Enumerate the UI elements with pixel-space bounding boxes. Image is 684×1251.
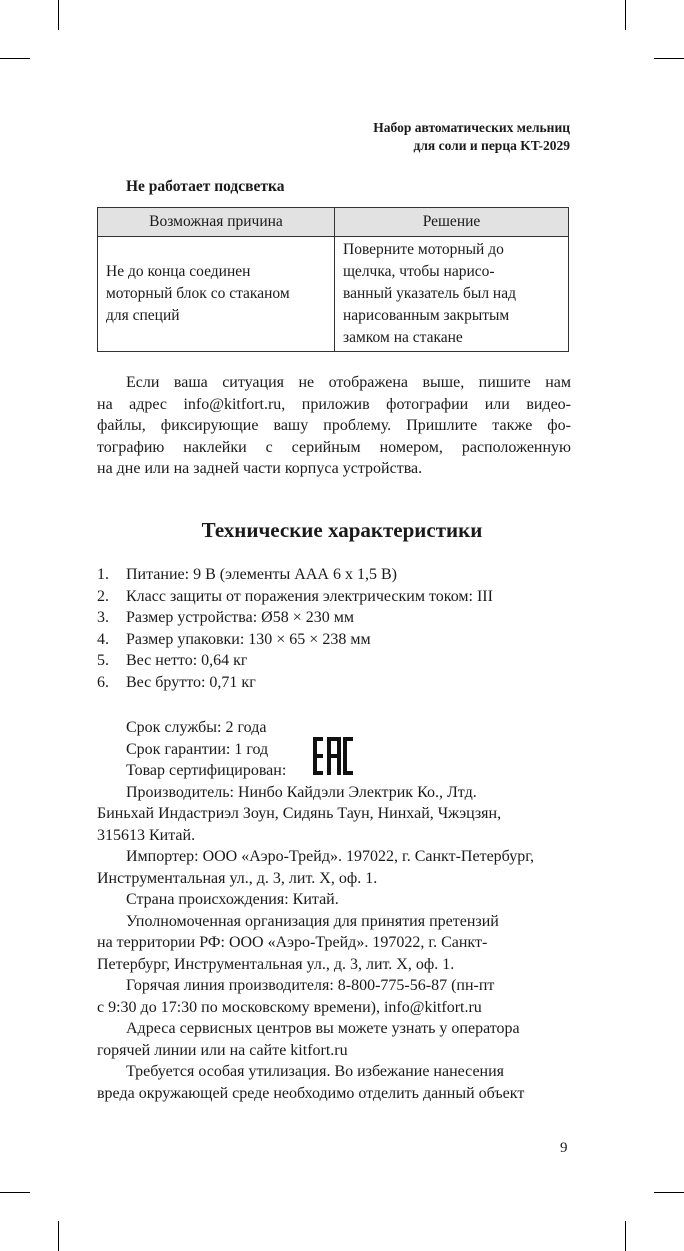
table-header-row <box>98 208 569 237</box>
list-item <box>97 564 493 586</box>
importer-line: Импортер: ООО «Аэро-Трейд». 197022, г. Санкт-Петербург, <box>126 848 534 865</box>
solution-line: нарисованным закрытым <box>343 307 510 324</box>
paragraph-line: на адрес info@kitfort.ru, приложив фотографии или видео- <box>97 395 571 413</box>
crop-mark-bottom-right-h <box>654 1192 684 1193</box>
spec-text: Размер упаковки: 130 × 65 × 238 мм <box>126 630 371 648</box>
paragraph-line: тографию наклейки с серийным номером, расположенную <box>97 438 571 456</box>
spec-text: Вес нетто: 0,64 кг <box>126 652 248 669</box>
paragraph-line: файлы, фиксирующие вашу проблему. Пришлите также фо- <box>97 417 571 434</box>
manufacturer-line: Производитель: Нинбо Кайдэли Электрик Ко., Лтд. <box>126 783 477 801</box>
spec-number: 2. <box>97 587 109 605</box>
contact-paragraph <box>97 372 571 480</box>
cause-line: для специй <box>106 307 180 324</box>
spec-number: 3. <box>97 609 109 626</box>
spec-text: Класс защиты от поражения электрическим током: III <box>126 587 493 605</box>
certified-label: Товар сертифицирован: <box>126 762 287 779</box>
authorized-org-line: Уполномоченная организация для принятия претензий <box>126 912 499 930</box>
service-life: Срок службы: 2 года <box>126 719 267 736</box>
spec-number: 4. <box>97 630 109 648</box>
crop-mark-bottom-right-v <box>625 1221 626 1251</box>
manufacturer-line: 315613 Китай. <box>97 826 196 844</box>
solution-line: замком на стакане <box>343 329 463 346</box>
header-line-2: для соли и перца KT-2029 <box>413 138 570 153</box>
list-item <box>97 672 493 694</box>
table-cell-solution <box>335 237 569 352</box>
table-header-cause: Возможная причина <box>98 208 335 237</box>
tech-specs-title: Технические характеристики <box>201 518 483 542</box>
spec-number: 6. <box>97 673 109 691</box>
manufacturer-line: Биньхай Индастриэл Зоун, Сидянь Таун, Нинхай, Чжэцзян, <box>97 805 502 822</box>
country-of-origin: Страна происхождения: Китай. <box>126 891 339 908</box>
authorized-org-line: Петербург, Инструментальная ул., д. 3, лит. Х, оф. 1. <box>97 955 455 973</box>
table-cell-cause <box>98 237 335 352</box>
running-header <box>373 119 570 155</box>
disposal-line: вреда окружающей среде необходимо отделить данный объект <box>97 1084 525 1102</box>
crop-mark-top-left-h <box>0 58 30 59</box>
spec-number: 5. <box>97 652 109 669</box>
spec-text: Вес брутто: 0,71 кг <box>126 673 256 691</box>
list-item <box>97 586 493 608</box>
header-line-1: Набор автоматических мельниц <box>373 120 570 135</box>
spec-number: 1. <box>97 566 109 583</box>
solution-line: щелчка, чтобы нарисо- <box>343 263 495 280</box>
spec-text: Питание: 9 В (элементы ААА 6 х 1,5 В) <box>126 566 397 583</box>
service-centers-line: горячей линии или на сайте kitfort.ru <box>97 1041 348 1059</box>
importer-line: Инструментальная ул., д. 3, лит. Х, оф. 1. <box>97 869 378 887</box>
troubleshooting-table <box>97 207 569 352</box>
crop-mark-top-right-h <box>654 58 684 59</box>
table-header-solution: Решение <box>335 208 569 237</box>
crop-mark-top-right-v <box>625 0 626 30</box>
solution-line: Поверните моторный до <box>343 241 504 258</box>
table-row <box>98 237 569 352</box>
eac-mark-icon <box>313 737 353 775</box>
authorized-org-line: на территории РФ: ООО «Аэро-Трейд». 197022, г. Санкт- <box>97 934 488 951</box>
warranty-period: Срок гарантии: 1 год <box>126 740 269 758</box>
specs-list <box>97 564 493 693</box>
list-item <box>97 607 493 629</box>
list-item <box>97 629 493 651</box>
hotline-line: Горячая линия производителя: 8-800-775-56-87 (пн-пт <box>126 977 495 994</box>
crop-mark-bottom-left-v <box>58 1221 59 1251</box>
cause-line: моторный блок со стаканом <box>106 285 290 302</box>
list-item <box>97 650 493 672</box>
crop-mark-bottom-left-h <box>0 1192 30 1193</box>
spec-text: Размер устройства: Ø58 × 230 мм <box>126 609 354 626</box>
solution-line: ванный указатель был над <box>343 285 516 302</box>
hotline-line: с 9:30 до 17:30 по московскому времени), info@kitfort.ru <box>97 998 482 1016</box>
service-centers-line: Адреса сервисных центров вы можете узнать у оператора <box>126 1020 520 1037</box>
section-title: Не работает подсветка <box>126 178 285 195</box>
product-info <box>97 717 571 1104</box>
paragraph-line: Если ваша ситуация не отображена выше, пишите нам <box>126 374 571 391</box>
crop-mark-top-left-v <box>58 0 59 30</box>
paragraph-line: на дне или на задней части корпуса устройства. <box>97 460 423 477</box>
cause-line: Не до конца соединен <box>106 263 251 280</box>
page-number: 9 <box>560 1140 568 1156</box>
disposal-line: Требуется особая утилизация. Во избежание нанесения <box>126 1063 505 1080</box>
